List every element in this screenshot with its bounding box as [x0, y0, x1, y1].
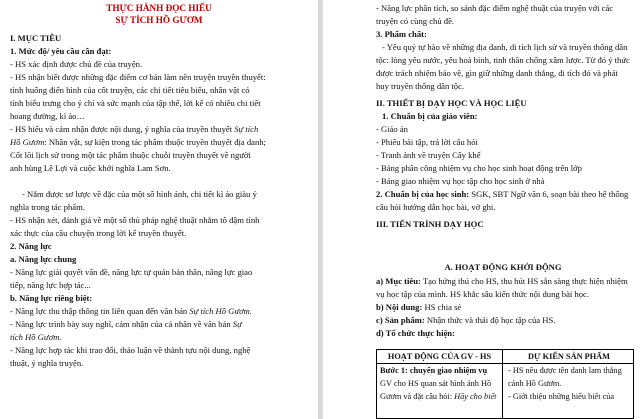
text-line: truyện có cùng chủ đề. [376, 16, 455, 26]
table-cell: GV cho HS quan sát hình ảnh Hồ [380, 379, 492, 388]
text-line: - Năng lực giải quyết vấn đề, năng lực tự quản bản thân, năng lực giao [10, 267, 253, 277]
text-line: vụ học tập của mình. HS khắc sâu kiến thức nội dung bài học. [376, 289, 590, 299]
subheading-implementation: d) Tổ chức thực hiện: [376, 328, 455, 338]
subheading-teacher-prep: 1. Chuẩn bị của giáo viên: [382, 111, 478, 121]
text-line: - Năng lực phân tích, so sánh đặc điểm nghệ thuật của truyện với các [376, 3, 614, 13]
text-line: - Năng lực thu thập thông tin liên quan đến văn bản Sự tích Hồ Gươm. [10, 306, 253, 316]
section-heading-warmup: A. HOẠT ĐỘNG KHỞI ĐỘNG [444, 262, 562, 272]
subheading-requirements: 1. Mức độ/ yêu cầu cần đạt: [10, 46, 112, 56]
text-line: 2. Chuẩn bị của học sinh: SGK, SBT Ngữ văn 6, soạn bài theo hệ thống [376, 189, 629, 199]
text-line: - Giáo án [376, 124, 408, 134]
text-line: a) Mục tiêu: Tạo hứng thú cho HS, thu hút HS sẵn sàng thực hiện nhiệm [376, 276, 628, 286]
text-line: - Nắm được sơ lược về đặc của một số hình ảnh, chi tiết kì ảo giàu ý [22, 189, 257, 199]
text-line: thuật, ý nghĩa truyện. [10, 358, 84, 368]
text-line: Cốt lõi lịch sử trong một tác phẩm thuộc chuỗi truyền thuyết về người [10, 150, 251, 160]
table-cell: - HS nêu được tên danh lam thắng [508, 366, 622, 375]
subheading-qualities: 3. Phẩm chất: [376, 29, 427, 39]
text-line: tộc: lòng yêu nước, yêu hoà bình, tinh thần chống xâm lược. Từ đó ý thức [376, 55, 630, 65]
text-line: - Bảng phân công nhiệm vụ cho học sinh hoạt động trên lớp [376, 163, 582, 173]
section-heading-process: III. TIẾN TRÌNH DẠY HỌC [376, 219, 484, 229]
section-heading-objectives: I. MỤC TIÊU [10, 33, 62, 43]
table-header-product: DỰ KIẾN SẢN PHẨM [528, 352, 610, 361]
text-line: - Năng lực hợp tác khi trao đổi, thảo luận về thành tựu nội dung, nghệ [10, 345, 251, 355]
document-page-right [323, 0, 640, 419]
text-line: hoang đường, kì ảo… [10, 111, 86, 121]
text-line: - Yêu quý tự hào về những địa danh, di tích lịch sử và truyền thống dân [382, 42, 628, 52]
text-line: - HS nhận xét, đánh giá về một số thủ pháp nghệ thuật nhằm tô đậm tính [10, 215, 260, 225]
subheading-general-competence: a. Năng lực chung [10, 254, 77, 264]
text-line: - Phiếu bài tập, trả lời câu hỏi [376, 137, 478, 147]
text-line: tích Hồ Gươm. [10, 332, 62, 342]
text-line: xác thực của câu chuyện trong lời kể truyền thuyết. [10, 228, 187, 238]
text-line: tình huống điển hình của cốt truyện, các chi tiết tiêu biểu, nhân vật có [10, 85, 250, 95]
text-line: - Bảng giao nhiệm vụ học tập cho học sinh ở nhà [376, 176, 545, 186]
text-line: anh hùng Lê Lợi và cuộc khởi nghĩa Lam Sơn. [10, 163, 171, 173]
text-line: tính biểu trưng cho ý chí và sức mạnh của tập thể, lời kể có nhiều chi tiết [10, 98, 261, 108]
text-line: - HS hiểu và cảm nhận được nội dung, ý nghĩa của truyền thuyết Sự tích [10, 124, 259, 134]
table-divider [377, 363, 633, 364]
table-header-activity: HOẠT ĐỘNG CỦA GV - HS [387, 352, 492, 361]
text-line: Hồ Gươm: Nhân vật, sự kiện trong tác phẩm thuộc truyền thuyết địa danh; [10, 137, 266, 147]
text-line: b) Nội dung: HS chia sẻ [376, 302, 462, 312]
section-heading-equipment: II. THIẾT BỊ DẠY HỌC VÀ HỌC LIỆU [376, 98, 527, 108]
activity-table [376, 349, 634, 419]
document-page-left [0, 0, 318, 419]
table-cell: Bước 1: chuyển giao nhiệm vụ [380, 366, 488, 375]
table-cell: - Giới thiệu những hiểu biết của [508, 392, 615, 401]
story-title: SỰ TÍCH HỒ GƯƠM [115, 15, 203, 25]
text-line: - Tranh ảnh về truyện Cây khế [376, 150, 481, 160]
text-line: - HS xác định được chủ đề của truyện. [10, 59, 143, 69]
text-line: - Năng lực trình bày suy nghĩ, cảm nhận của cá nhân về văn bản Sự [10, 319, 242, 329]
text-line: - HS nhận biết được những đặc điểm cơ bản làm nên truyện truyền thuyết: [10, 72, 266, 82]
lesson-title: THỰC HÀNH ĐỌC HIỂU [106, 3, 212, 13]
subheading-competence: 2. Năng lực [10, 241, 52, 251]
table-cell: Gươm và đặt câu hỏi: Hãy cho biết [380, 392, 497, 401]
text-line: tiếp, năng lực hợp tác... [10, 280, 91, 290]
text-line: c) Sản phẩm: Nhận thức và thái độ học tập của HS. [376, 315, 556, 325]
subheading-specific-competence: b. Năng lực riêng biệt: [10, 293, 93, 303]
table-cell: cảnh Hồ Gươm. [508, 379, 562, 388]
text-line: huy truyền thống dân tộc. [376, 81, 465, 91]
text-line: được trách nhiệm bảo vệ, gìn giữ những danh thắng, di tích đó và phát [376, 68, 618, 78]
text-line: câu hỏi hướng dẫn học bài, vở ghi. [376, 202, 496, 212]
text-line: nghĩa trong tác phẩm. [10, 202, 85, 212]
